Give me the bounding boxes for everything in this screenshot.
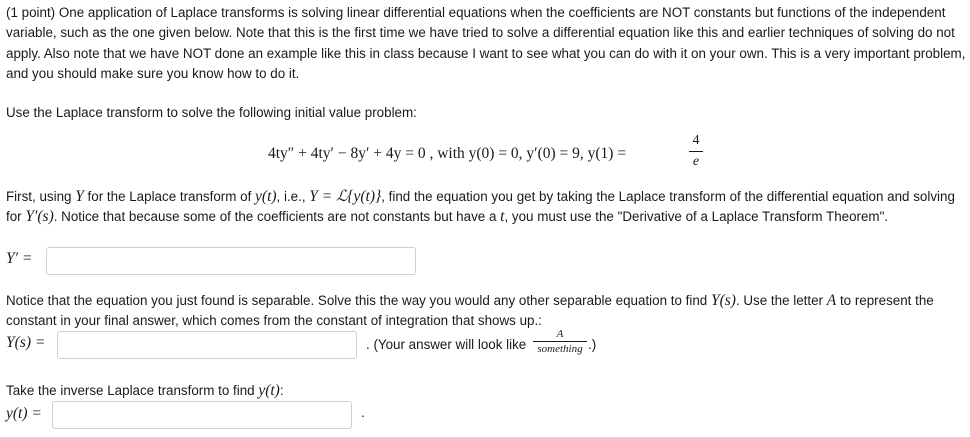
part1-Yps: Y′(s) <box>25 208 54 226</box>
hint-numerator: A <box>556 328 564 340</box>
part3-text <box>6 381 966 401</box>
part1-text-a: First, using <box>6 189 76 204</box>
equation-main: 4ty″ + 4ty′ − 8y′ + 4y = 0 , with y(0) = 0, y′(0) = 9, y(1) = <box>268 145 627 162</box>
initial-value-equation <box>0 133 970 175</box>
points-label: (1 point) <box>6 5 56 20</box>
part1-yt: y(t) <box>255 188 277 205</box>
part3-text-a: Take the inverse Laplace transform to find <box>6 383 259 398</box>
part2-A: A <box>826 292 837 309</box>
part1-answer-label: Y′ = <box>6 250 33 267</box>
hint-fraction <box>533 328 587 355</box>
part3-text-b: : <box>279 383 284 398</box>
hint-denominator: something <box>537 343 583 355</box>
hint-prefix: . (Your answer will look like <box>366 337 527 352</box>
part2-hint <box>366 328 597 355</box>
part1-text-d: , find the equation you get by taking the Laplace transform of the differential equation and solving for <box>6 189 955 225</box>
hint-suffix: .) <box>588 337 597 352</box>
part1-text-e: . Notice that because some of the coefficients are not constants but have a <box>53 209 501 225</box>
part3-answer-input[interactable] <box>52 401 352 429</box>
part2-text-b: . Use the letter <box>735 293 827 308</box>
part1-text-c: , i.e., <box>276 189 310 204</box>
problem-intro <box>6 3 966 84</box>
part3-trailing-period: . <box>361 405 365 420</box>
part1-answer-input[interactable] <box>46 247 416 275</box>
intro-text: One application of Laplace transforms is solving linear differential equations when the coefficients are NOT constants but functions of the independent variable, such as the one given below. Note that this is the first time we have tried to solve a differential equation like this and earlier techniques of solving do not apply. Also note that we have NOT done an example like this in class because I want to see what you can do with it on your own. This is a very important problem, and you should make sure you know how to do it. <box>6 5 966 81</box>
part1-def: Y = ℒ{y(t)} <box>309 188 382 205</box>
fraction-numerator: 4 <box>692 133 700 148</box>
part2-text-c: to represent the constant in your final answer, which comes from the constant of integration that shows up.: <box>6 293 934 329</box>
part2-Ys: Y(s) <box>710 292 736 309</box>
hint-fraction-bar <box>533 341 587 342</box>
part2-answer-input[interactable] <box>57 331 357 359</box>
fraction-bar <box>689 151 703 152</box>
part1-t: t <box>500 208 505 226</box>
part2-text-a: Notice that the equation you just found is separable. Solve this the way you would any other separable equation to find <box>6 293 711 308</box>
instruction-text: Use the Laplace transform to solve the following initial value problem: <box>6 105 417 120</box>
part1-text <box>6 187 966 228</box>
part2-answer-label: Y(s) = <box>6 334 46 351</box>
part3-answer-label: y(t) = <box>6 405 42 422</box>
part3-yt: y(t) <box>258 382 280 399</box>
fraction-denominator: e <box>692 154 700 169</box>
part1-text-b: for the Laplace transform of <box>83 189 256 204</box>
equation-fraction <box>689 133 703 170</box>
part1-Y: Y <box>75 188 84 205</box>
part1-text-f: , you must use the "Derivative of a Laplace Transform Theorem". <box>504 209 889 225</box>
part2-text <box>6 291 966 332</box>
